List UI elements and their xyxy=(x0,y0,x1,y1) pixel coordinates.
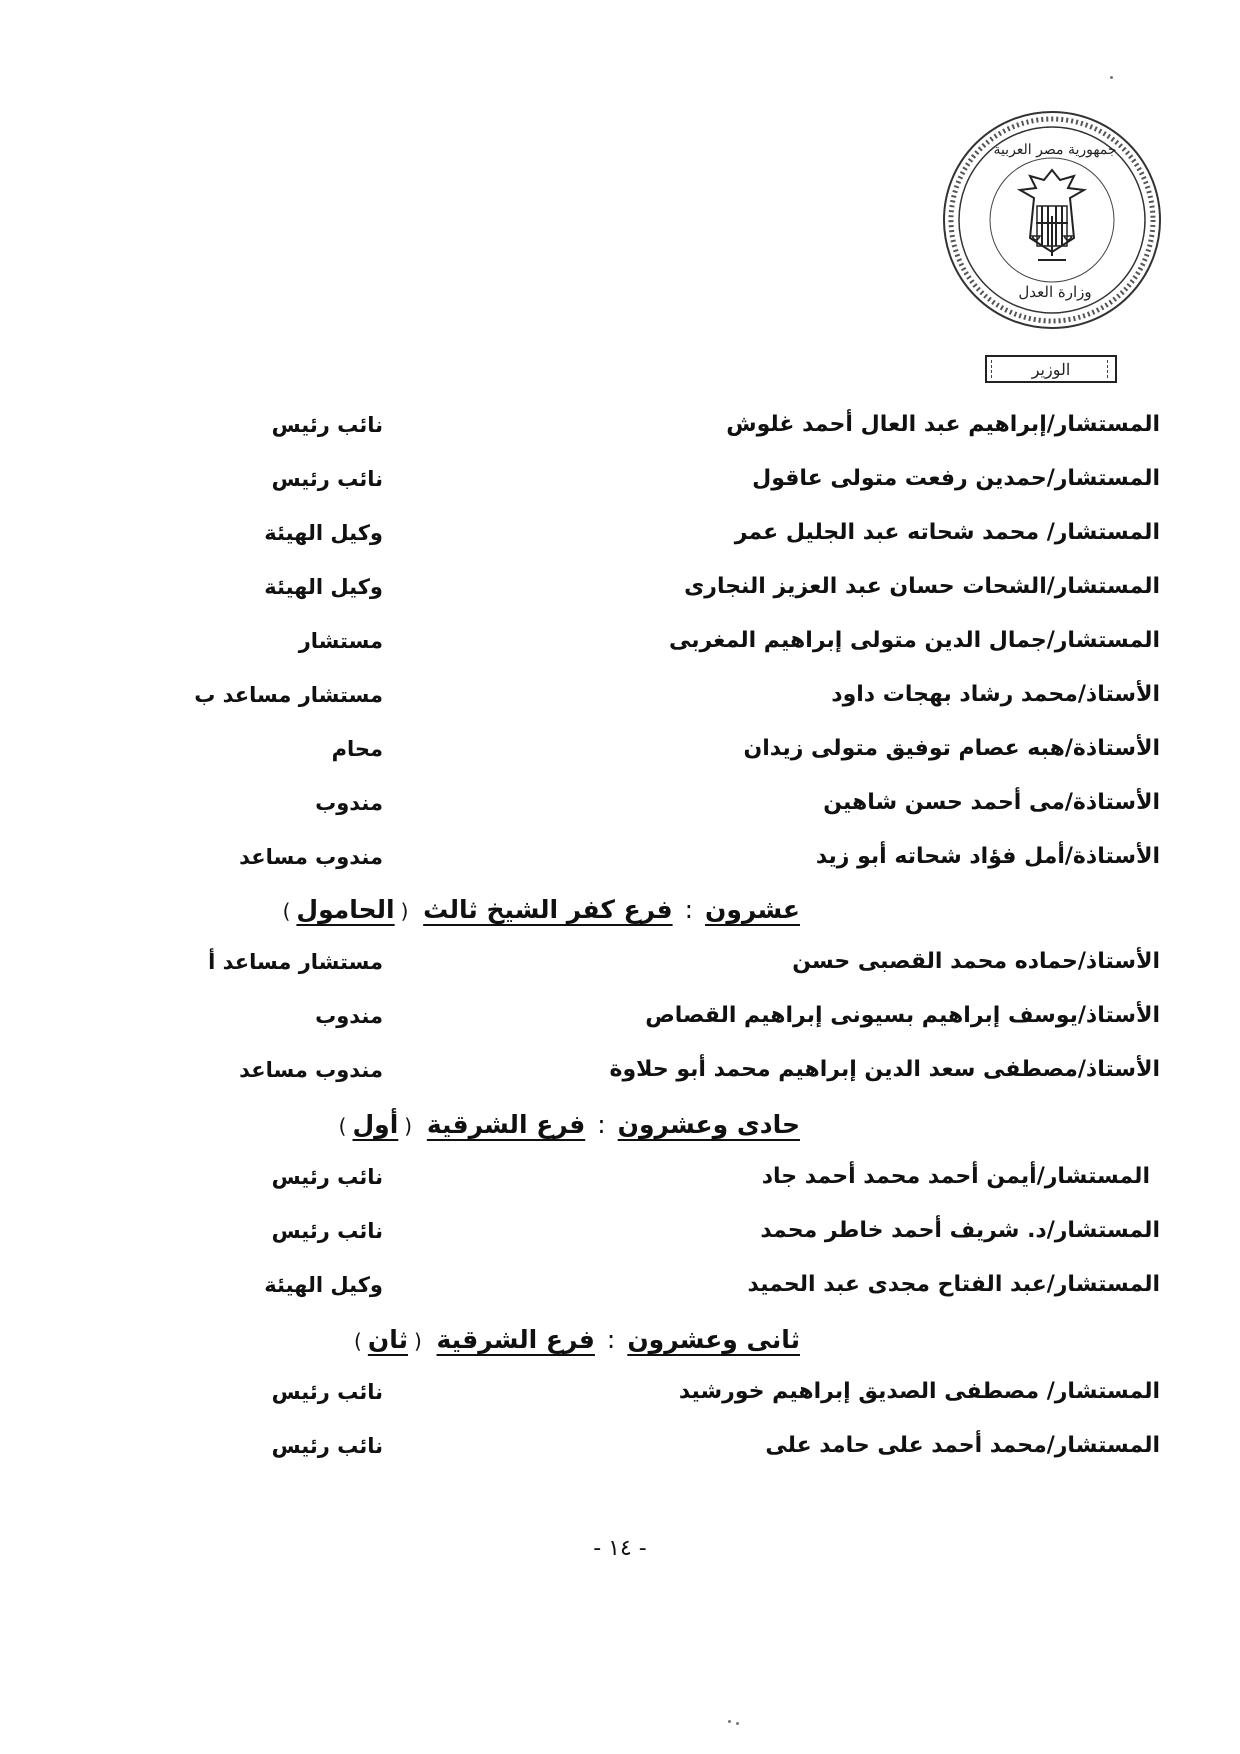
scan-speck xyxy=(1110,76,1113,79)
minister-label-text: الوزير xyxy=(1031,359,1071,379)
person-title: مندوب xyxy=(315,1004,383,1028)
person-title: مندوب xyxy=(315,791,383,815)
person-name: الأستاذة/أمل فؤاد شحاته أبو زيد xyxy=(815,844,1160,869)
list-item xyxy=(0,1265,1240,1305)
person-title: نائب رئيس xyxy=(271,413,383,437)
person-name: المستشار/عبد الفتاح مجدى عبد الحميد xyxy=(747,1272,1160,1297)
person-title: نائب رئيس xyxy=(271,1219,383,1243)
person-name: الأستاذة/هبه عصام توفيق متولى زيدان xyxy=(743,736,1160,761)
minister-label xyxy=(985,355,1117,383)
person-name: المستشار/حمدين رفعت متولى عاقول xyxy=(752,466,1160,491)
person-name: المستشار/الشحات حسان عبد العزيز النجارى xyxy=(684,574,1160,599)
person-title: وكيل الهيئة xyxy=(264,575,383,599)
person-name: الأستاذة/مى أحمد حسن شاهين xyxy=(823,790,1160,815)
list-item xyxy=(0,1426,1240,1466)
section-branch: فرع الشرقية xyxy=(436,1325,595,1354)
person-name: الأستاذ/مصطفى سعد الدين إبراهيم محمد أبو حلاوة xyxy=(609,1057,1160,1082)
list-item xyxy=(0,459,1240,499)
person-title: مندوب مساعد xyxy=(239,1058,383,1082)
person-title: نائب رئيس xyxy=(271,1165,383,1189)
list-item xyxy=(0,405,1240,445)
person-title: مندوب مساعد xyxy=(239,845,383,869)
person-name: المستشار/ محمد شحاته عبد الجليل عمر xyxy=(734,520,1160,545)
list-item xyxy=(0,1211,1240,1251)
person-name: الأستاذ/يوسف إبراهيم بسيونى إبراهيم القصاص xyxy=(645,1003,1160,1028)
section-number: ثانى وعشرون xyxy=(627,1325,800,1354)
seal-top-text: جمهورية مصر العربية xyxy=(993,142,1117,158)
person-title: نائب رئيس xyxy=(271,467,383,491)
person-title: محام xyxy=(331,737,383,761)
list-item xyxy=(0,1157,1240,1197)
section-sub: أول xyxy=(352,1110,399,1139)
person-title: مستشار مساعد ب xyxy=(194,683,383,707)
list-item xyxy=(0,675,1240,715)
person-name: المستشار/ مصطفى الصديق إبراهيم خورشيد xyxy=(678,1379,1160,1404)
list-item xyxy=(0,942,1240,982)
list-item xyxy=(0,837,1240,877)
section-branch: فرع الشرقية xyxy=(426,1110,586,1139)
list-item xyxy=(0,1050,1240,1090)
list-item xyxy=(0,621,1240,661)
person-name: المستشار/محمد أحمد على حامد على xyxy=(765,1433,1160,1458)
section-heading: حادى وعشرون:فرع الشرقية (أول) xyxy=(338,1110,800,1139)
scan-speck xyxy=(728,1720,731,1723)
section-sub: الحامول xyxy=(296,895,395,924)
list-item xyxy=(0,996,1240,1036)
person-title: وكيل الهيئة xyxy=(264,521,383,545)
page-number: - ١٤ - xyxy=(593,1536,647,1561)
section-heading: ثانى وعشرون:فرع الشرقية (ثان) xyxy=(354,1325,800,1354)
person-name: المستشار/د. شريف أحمد خاطر محمد xyxy=(760,1218,1160,1243)
section-number: حادى وعشرون xyxy=(617,1110,800,1139)
list-item xyxy=(0,513,1240,553)
person-name: الأستاذ/حماده محمد القصبى حسن xyxy=(792,949,1160,974)
section-number: عشرون xyxy=(705,895,800,924)
seal-bottom-text: وزارة العدل xyxy=(1018,283,1092,301)
list-item xyxy=(0,567,1240,607)
person-title: مستشار xyxy=(298,629,383,653)
section-sub: ثان xyxy=(367,1325,408,1354)
list-item xyxy=(0,1372,1240,1412)
person-name: الأستاذ/محمد رشاد بهجات داود xyxy=(831,682,1160,707)
person-title: نائب رئيس xyxy=(271,1434,383,1458)
scan-speck xyxy=(736,1722,739,1725)
person-title: وكيل الهيئة xyxy=(264,1273,383,1297)
list-item xyxy=(0,783,1240,823)
list-item xyxy=(0,729,1240,769)
person-title: مستشار مساعد أ xyxy=(208,950,383,974)
person-name: المستشار/أيمن أحمد محمد أحمد جاد xyxy=(761,1164,1150,1189)
person-name: المستشار/جمال الدين متولى إبراهيم المغربى xyxy=(668,628,1160,653)
section-branch: فرع كفر الشيخ ثالث xyxy=(423,895,673,924)
person-name: المستشار/إبراهيم عبد العال أحمد غلوش xyxy=(726,412,1160,437)
person-title: نائب رئيس xyxy=(271,1380,383,1404)
section-heading: عشرون:فرع كفر الشيخ ثالث (الحامول) xyxy=(282,895,800,924)
